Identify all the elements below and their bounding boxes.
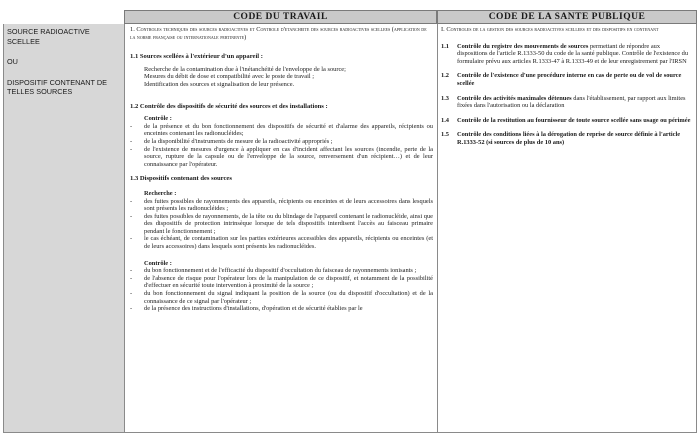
- header-code-sante-publique: CODE DE LA SANTE PUBLIQUE: [437, 10, 697, 24]
- section-1-1-title: 1.1 Sources scellées à l'extérieur d'un appareil :: [130, 53, 263, 61]
- section-1-3-subtitle-controle: Contrôle :: [144, 259, 172, 267]
- travail-intro: 1. Controles techniques des sources radioactives et Controle d'etancheite des sources radioactives scellees (application de la norme française ou internationale pertinente): [130, 26, 427, 41]
- section-1-2-title: 1.2 Contrôle des dispositifs de sécurité des sources et des installations :: [130, 102, 328, 110]
- list-item: - de la présence et du bon fonctionnement des dispositifs de sécurité et d'alarme des appareils, récipients ou enceintes contenant les radionucléides;: [130, 122, 433, 138]
- sante-item-1-4: 1.4 Contrôle de la restitution au fournisseur de toute source scellée sans usage ou périmée: [441, 116, 691, 124]
- source-type-line2: OU: [7, 57, 18, 66]
- section-1-3-title: 1.3 Dispositifs contenant des sources: [130, 175, 232, 183]
- sante-intro: I. Controles de la gestion des sources radioactives scellees et des dispositifs en contenant: [441, 26, 659, 33]
- list-item: - des fuites possibles de rayonnements des appareils, récipients ou enceintes et de leurs accessoires dans lesquels sont présents les radionucléides ;: [130, 197, 433, 213]
- source-type-line1: SOURCE RADIOACTIVE SCELLEE: [7, 27, 90, 46]
- sante-item-1-3: 1.3 Contrôle des activités maximales détenues dans l'établissement, par rapport aux limites fixées dans l'autorisation ou la déclaration: [441, 94, 686, 110]
- list-item: - du bon fonctionnement et de l'efficacité du dispositif d'occultation du faisceau de rayonnements ionisants ;: [130, 267, 417, 275]
- code-travail-column: [124, 24, 437, 433]
- list-item: - de l'absence de risque pour l'opérateur lors de la manipulation de ce dispositif, et notamment de la possibilité d'effectuer en sécurité toute intervention à proximité de la source ;: [130, 274, 433, 290]
- list-item: - du bon fonctionnement du signal indiquant la position de la source (ou du dispositif d'occultation) et de la connaissance de ce signal par l'opérateur ;: [130, 290, 433, 305]
- sante-item-1-5: 1.5 Contrôle des conditions liées à la dérogation de reprise de source définie à l'article R.1333-52 (si sources de plus de 10 ans): [441, 131, 681, 146]
- section-1-3-subtitle-recherche: Recherche :: [144, 189, 177, 197]
- sante-item-1-1: 1.1 Contrôle du registre des mouvements de sources permettant de répondre aux dispositions de l'article R.1333-50 du code de la santé publique. Contrôle de l'existence du formulaire prévu aux articles R.1333-47 à R.1333-49 et de leur enregistrement par l'IRSN: [441, 42, 689, 65]
- section-1-1-item: Mesures du débit de dose et compatibilité avec le poste de travail ;: [144, 73, 315, 81]
- header-code-du-travail: CODE DU TRAVAIL: [124, 10, 437, 24]
- list-item: - le cas échéant, de contamination sur les parties extérieures accessibles des appareils, récipients ou enceintes (et de leurs accessoires) dans lesquels sont présents les radionucléides.: [130, 235, 433, 251]
- section-1-2-subtitle: Contrôle :: [144, 115, 172, 123]
- source-type-line3: DISPOSITIF CONTENANT DE TELLES SOURCES: [7, 77, 108, 96]
- code-sante-column: [437, 24, 697, 433]
- source-type-column: [3, 24, 124, 433]
- section-1-1-item: Identification des sources et signalisation de leur présence.: [144, 80, 295, 88]
- section-1-1-item: Recherche de la contamination due à l'inétanchéité de l'enveloppe de la source;: [144, 65, 346, 73]
- list-item: - de la disponibilité d'instruments de mesure de la radioactivité appropriés ;: [130, 137, 333, 145]
- sante-item-1-2: 1.2 Contrôle de l'existence d'une procédure interne en cas de perte ou de vol de source scellée: [441, 72, 682, 87]
- list-item: - de la présence des instructions d'installations, d'opération et de sécurité établies par le: [130, 305, 363, 313]
- list-item: - des fuites possibles de rayonnements, de la tête ou du blindage de l'appareil contenant le radionucléide, ainsi que des dispositifs de protection intrinsèque lorsque de tels dispositifs interdisent l'accès au faisceau primaire pendant le fonctionnement ;: [130, 212, 433, 235]
- header-blank-cell: [3, 10, 124, 24]
- list-item: - de l'existence de mesures d'urgence à appliquer en cas d'incident affectant les sources (incendie, perte de la source, rupture de la capsule ou de l'enveloppe de la source, renversement d'un récipient…) et de leur connaissance par l'opérateur.: [130, 145, 433, 168]
